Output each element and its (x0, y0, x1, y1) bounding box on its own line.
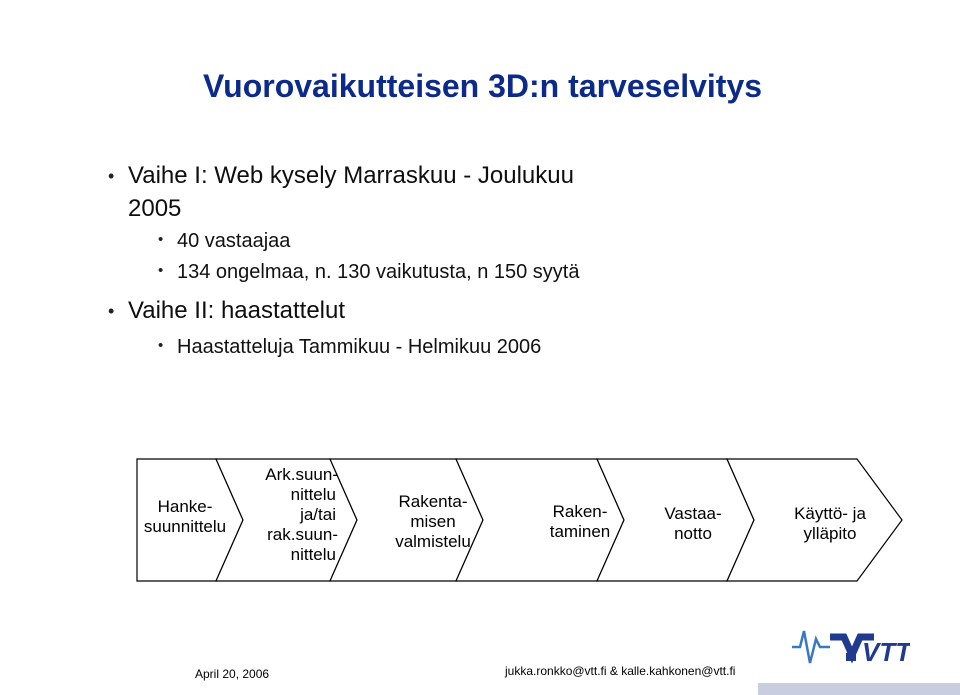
step-label-line: suunnittelu (143, 517, 227, 536)
step-label-line: Käyttö- ja (794, 504, 866, 523)
step-label-line: taminen (549, 522, 611, 541)
step-label-line: nittelu (290, 485, 336, 504)
footer-email: jukka.ronkko@vtt.fi & kalle.kahkonen@vtt.fi (505, 664, 736, 678)
process-step-rakentaminen (530, 502, 630, 542)
sub-bullet-dot: • (158, 262, 164, 279)
sub-bullet-interviews: Haastatteluja Tammikuu - Helmikuu 2006 (177, 336, 542, 358)
footer-date: April 20, 2006 (195, 667, 270, 681)
bullet-dot: • (108, 166, 115, 186)
sub-bullet-problems: 134 ongelmaa, n. 130 vaikutusta, n 150 syytä (177, 261, 580, 283)
sub-bullet-dot: • (158, 231, 164, 248)
step-label-line: nittelu (290, 545, 336, 564)
sub-bullet-respondents: 40 vastaajaa (177, 230, 291, 252)
process-step-rakentamisen-valmistelu (383, 492, 483, 552)
svg-text:VTT: VTT (862, 637, 910, 667)
step-label-line: Hanke- (157, 497, 213, 516)
process-step-kaytto-yllapito (780, 504, 880, 544)
step-label-line: Vastaa- (664, 504, 722, 523)
step-label-line: ja/tai (300, 505, 336, 524)
bullet-phase-2: Vaihe II: haastattelut (128, 297, 346, 324)
process-step-arkkitehtisuunnittelu (248, 465, 348, 565)
step-label-line: ylläpito (803, 524, 857, 543)
step-label-line: Ark.suun- (265, 465, 338, 484)
step-label-line: Rakenta- (398, 492, 468, 511)
vtt-logo-icon (790, 625, 910, 670)
vtt-logo (790, 625, 910, 675)
bullet-phase-1-line2: 2005 (128, 195, 182, 222)
step-label-line: misen (410, 512, 456, 531)
sub-bullet-dot: • (158, 337, 164, 354)
step-label-line: valmistelu (395, 532, 471, 551)
process-step-hankesuunnittelu (135, 497, 235, 537)
process-step-vastaanotto (643, 504, 743, 544)
step-label-line: notto (674, 524, 712, 543)
footer-bar (758, 683, 960, 695)
step-label-line: rak.suun- (267, 525, 338, 544)
step-label-line: Raken- (552, 502, 608, 521)
bullet-phase-1-line1: Vaihe I: Web kysely Marraskuu - Joulukuu (128, 162, 574, 189)
bullet-dot: • (108, 301, 115, 321)
slide-title: Vuorovaikutteisen 3D:n tarveselvitys (203, 68, 763, 104)
